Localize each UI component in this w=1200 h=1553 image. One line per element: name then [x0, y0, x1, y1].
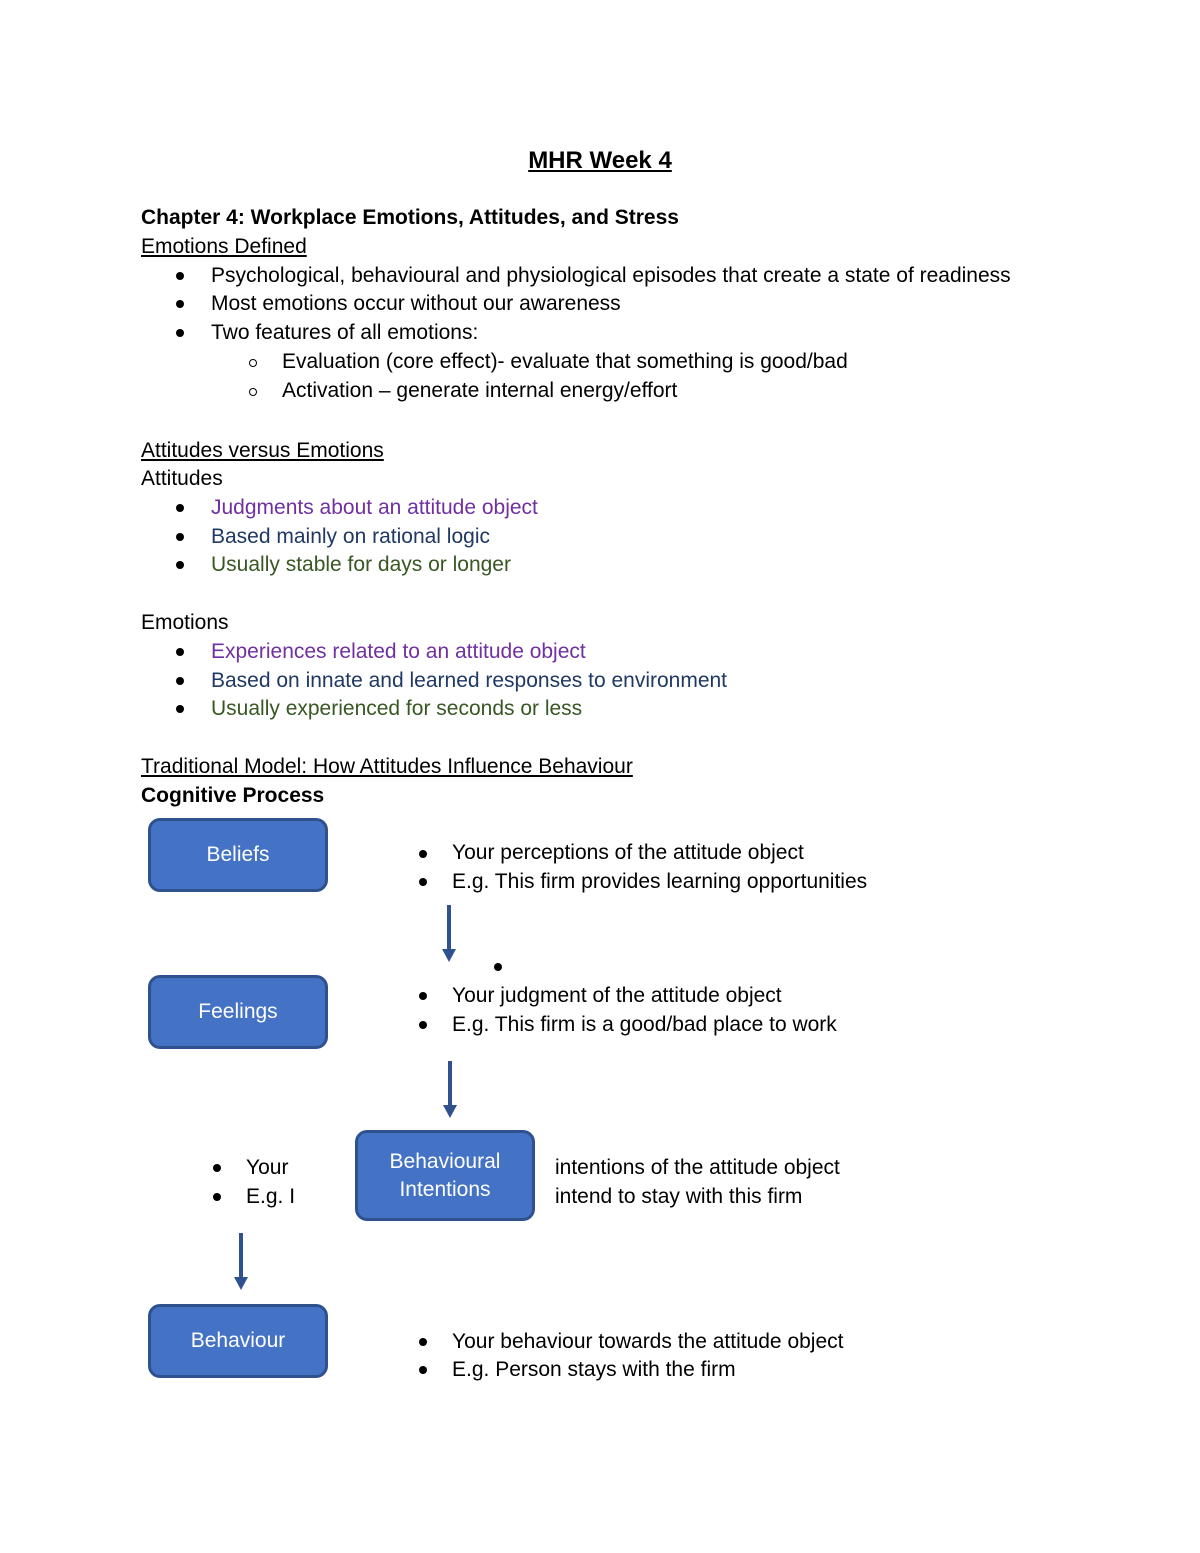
down-arrow-icon [231, 1233, 251, 1291]
list-item: Judgments about an attitude object [211, 496, 538, 519]
bullet-icon [213, 1164, 221, 1172]
bullet-icon [419, 992, 427, 1000]
down-arrow-icon [439, 905, 459, 963]
intentions-text-line: intend to stay with this firm [555, 1185, 803, 1208]
emotions-label: Emotions [141, 611, 229, 634]
list-item: Your [246, 1156, 289, 1179]
chapter-heading: Chapter 4: Workplace Emotions, Attitudes, and Stress [141, 206, 679, 229]
behavioural-intentions-label-line1: Behavioural [389, 1149, 501, 1173]
feelings-label: Feelings [198, 1000, 278, 1023]
emotions-defined-heading: Emotions Defined [141, 235, 307, 258]
list-item: Two features of all emotions: [211, 321, 479, 344]
bullet-icon [176, 329, 184, 337]
bullet-icon [419, 850, 427, 858]
list-item: E.g. I [246, 1185, 296, 1208]
beliefs-box [148, 818, 328, 892]
bullet-icon [419, 1021, 427, 1029]
list-item: Your perceptions of the attitude object [452, 841, 804, 864]
bullet-icon [419, 1338, 427, 1346]
list-item: Your behaviour towards the attitude object [452, 1330, 844, 1353]
feelings-box [148, 975, 328, 1049]
sub-list-item: Evaluation (core effect)- evaluate that something is good/bad [282, 350, 848, 373]
list-item: Most emotions occur without our awareness [211, 292, 621, 315]
beliefs-label: Beliefs [206, 843, 270, 866]
sub-bullet-icon [249, 359, 257, 367]
bullet-icon [176, 300, 184, 308]
bullet-icon [176, 272, 184, 280]
list-item: E.g. Person stays with the firm [452, 1358, 736, 1381]
list-item: Your judgment of the attitude object [452, 984, 782, 1007]
attitudes-vs-emotions-heading: Attitudes versus Emotions [141, 439, 384, 462]
list-item: Usually stable for days or longer [211, 553, 511, 576]
bullet-icon [176, 561, 184, 569]
bullet-icon [176, 677, 184, 685]
list-item: Experiences related to an attitude object [211, 640, 586, 663]
list-item: Based on innate and learned responses to environment [211, 669, 728, 692]
model-heading: Traditional Model: How Attitudes Influence Behaviour [141, 755, 633, 778]
list-item: Usually experienced for seconds or less [211, 697, 583, 720]
down-arrow-icon [440, 1061, 460, 1119]
list-item: Based mainly on rational logic [211, 525, 490, 548]
bullet-icon [419, 1366, 427, 1374]
stray-bullet-icon [494, 963, 502, 971]
behavioural-intentions-box [355, 1130, 535, 1221]
intentions-text-line: intentions of the attitude object [555, 1156, 840, 1179]
sub-list-item: Activation – generate internal energy/effort [282, 379, 678, 402]
bullet-icon [419, 878, 427, 886]
bullet-icon [213, 1193, 221, 1201]
model-subheading: Cognitive Process [141, 784, 325, 807]
behaviour-box [148, 1304, 328, 1378]
behavioural-intentions-label-line2: Intentions [399, 1177, 491, 1201]
sub-bullet-icon [249, 388, 257, 396]
page-title: MHR Week 4 [528, 147, 672, 174]
attitudes-label: Attitudes [141, 467, 223, 490]
list-item: E.g. This firm provides learning opportunities [452, 870, 868, 893]
behaviour-label: Behaviour [190, 1329, 286, 1352]
list-item: E.g. This firm is a good/bad place to work [452, 1013, 837, 1036]
bullet-icon [176, 533, 184, 541]
bullet-icon [176, 504, 184, 512]
bullet-icon [176, 648, 184, 656]
bullet-icon [176, 705, 184, 713]
list-item: Psychological, behavioural and physiological episodes that create a state of readiness [211, 264, 1011, 287]
